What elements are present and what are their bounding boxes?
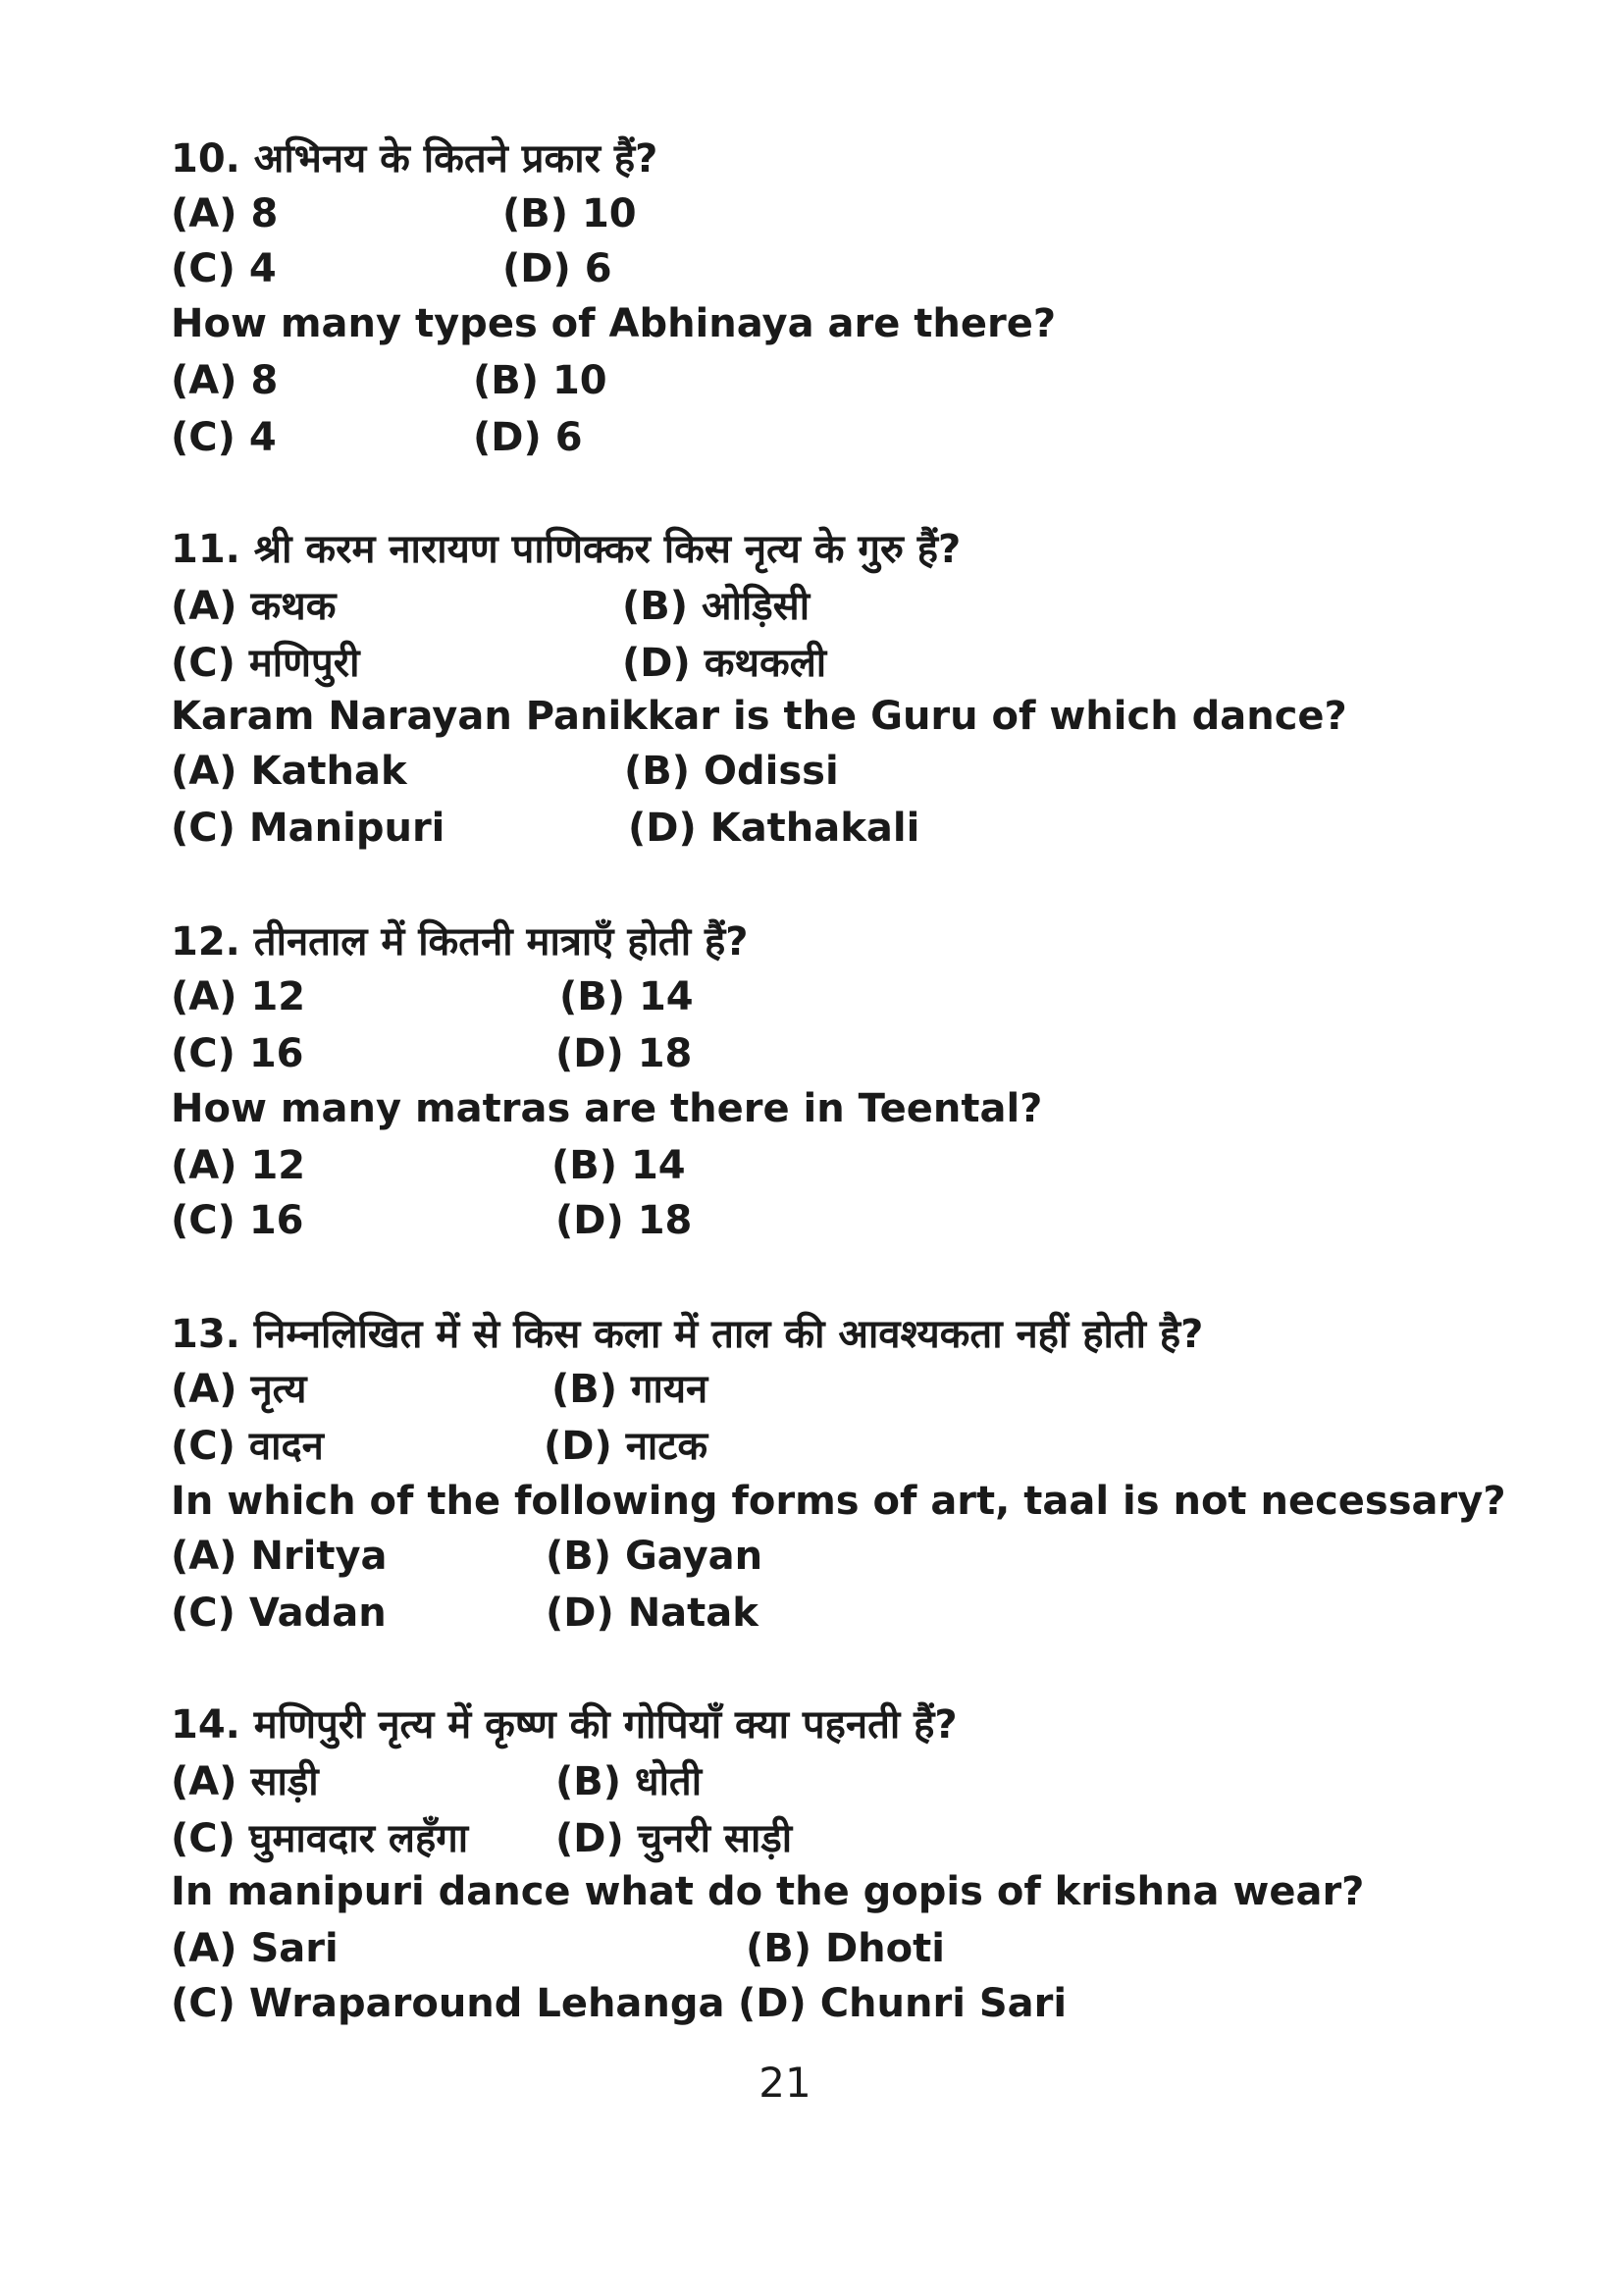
option-a-english: (A) 8 [171, 358, 279, 403]
option-b-hindi: (B) ओड़िसी [622, 584, 811, 629]
option-a-english: (A) Nritya [171, 1534, 388, 1579]
page-number: 21 [759, 2059, 811, 2107]
option-c-english: (C) 4 [171, 415, 277, 460]
option-b-english: (B) Gayan [546, 1534, 763, 1579]
option-a-english: (A) Sari [171, 1926, 339, 1971]
question-hindi: 11. श्री करम नारायण पाणिक्कर किस नृत्य के गुरु हैं? [171, 527, 962, 572]
question-english: How many matras are there in Teental? [171, 1086, 1043, 1131]
question-hindi: 10. अभिनय के कितने प्रकार हैं? [171, 136, 658, 182]
question-hindi: 13. निम्नलिखित में से किस कला में ताल की आवश्यकता नहीं होती है? [171, 1312, 1204, 1357]
option-d-hindi: (D) नाटक [544, 1424, 708, 1469]
option-c-hindi: (C) 4 [171, 246, 277, 291]
option-a-hindi: (A) साड़ी [171, 1759, 319, 1804]
option-a-hindi: (A) 12 [171, 974, 306, 1019]
option-b-english: (B) 10 [473, 358, 607, 403]
option-b-english: (B) 14 [551, 1143, 686, 1188]
option-d-hindi: (D) 6 [502, 246, 612, 291]
option-c-english: (C) Wraparound Lehanga [171, 1981, 725, 2026]
option-d-hindi: (D) चुनरी साड़ी [555, 1816, 793, 1861]
option-b-english: (B) Odissi [624, 749, 839, 794]
option-b-hindi: (B) 10 [502, 191, 637, 236]
option-c-hindi: (C) वादन [171, 1424, 324, 1469]
option-a-english: (A) Kathak [171, 749, 407, 794]
option-c-english: (C) 16 [171, 1198, 304, 1243]
question-english: In which of the following forms of art, taal is not necessary? [171, 1479, 1506, 1524]
option-d-hindi: (D) कथकली [622, 641, 827, 686]
option-c-hindi: (C) मणिपुरी [171, 641, 360, 686]
option-a-hindi: (A) 8 [171, 191, 279, 236]
option-b-hindi: (B) धोती [555, 1759, 703, 1804]
question-english: How many types of Abhinaya are there? [171, 301, 1057, 346]
option-d-english: (D) 18 [555, 1198, 693, 1243]
option-a-hindi: (A) नृत्य [171, 1367, 307, 1412]
option-c-hindi: (C) 16 [171, 1031, 304, 1076]
question-english: In manipuri dance what do the gopis of krishna wear? [171, 1869, 1365, 1914]
question-hindi: 14. मणिपुरी नृत्य में कृष्ण की गोपियाँ क्या पहनती हैं? [171, 1702, 958, 1748]
option-a-english: (A) 12 [171, 1143, 306, 1188]
question-hindi: 12. तीनताल में कितनी मात्राएँ होती हैं? [171, 919, 749, 965]
option-d-english: (D) Chunri Sari [738, 1981, 1068, 2026]
option-d-english: (D) Natak [546, 1591, 759, 1636]
option-c-hindi: (C) घुमावदार लहँगा [171, 1816, 469, 1861]
question-english: Karam Narayan Panikkar is the Guru of which dance? [171, 694, 1347, 739]
option-b-hindi: (B) गायन [551, 1367, 708, 1412]
option-a-hindi: (A) कथक [171, 584, 337, 629]
option-d-hindi: (D) 18 [555, 1031, 693, 1076]
option-d-english: (D) Kathakali [628, 806, 920, 851]
option-b-hindi: (B) 14 [559, 974, 694, 1019]
option-c-english: (C) Vadan [171, 1591, 387, 1636]
option-b-english: (B) Dhoti [746, 1926, 945, 1971]
option-d-english: (D) 6 [473, 415, 583, 460]
option-c-english: (C) Manipuri [171, 806, 445, 851]
